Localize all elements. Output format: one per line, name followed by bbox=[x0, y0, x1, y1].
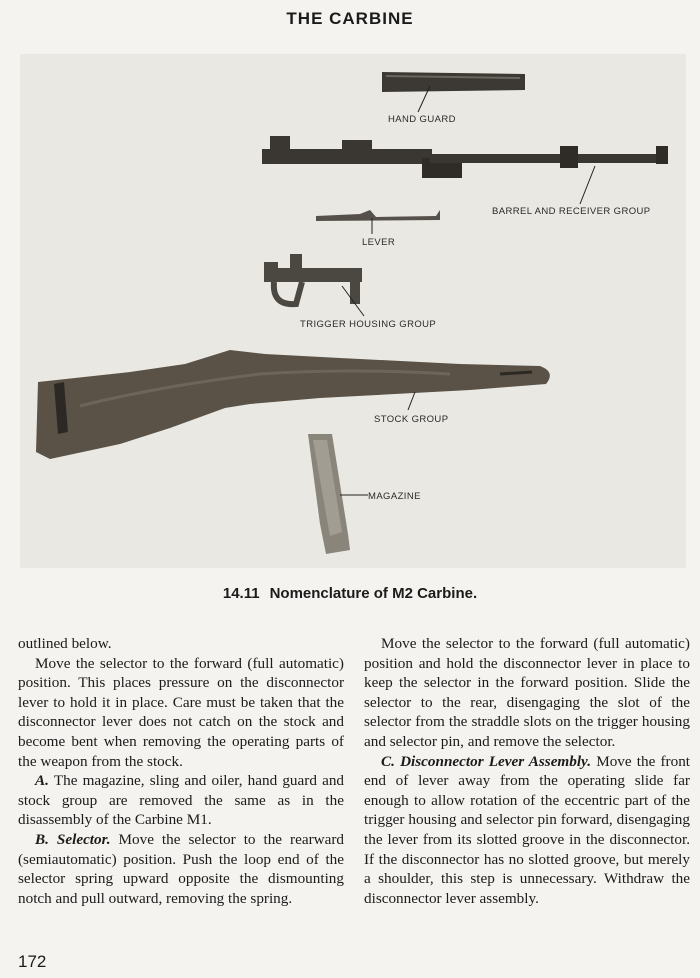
figure-carbine-parts bbox=[20, 54, 686, 568]
stock-label: STOCK GROUP bbox=[374, 414, 449, 425]
section-heading: B. Selector. bbox=[35, 830, 111, 848]
barrel-leader bbox=[580, 166, 595, 204]
hand-guard-label: HAND GUARD bbox=[388, 114, 456, 125]
paragraph bbox=[18, 830, 344, 908]
paragraph: Move the selector to the forward (full automatic) position and hold the disconnector lever in place to keep the selector in the forward position. Slide the selector to the rear, disengaging the slot of the selector from the straddle slots on the trigger housing and selector pin, and remove the selector. bbox=[364, 635, 690, 750]
figure-caption bbox=[0, 585, 700, 602]
text-column-left bbox=[18, 634, 344, 908]
paragraph: Move the selector to the forward (full automatic) position. This places pressure on the disconnector lever to hold it in place. Care must be taken that the disconnector lever does not catch on the stock and become bent when removing the operating parts of the weapon from the stock. bbox=[18, 654, 344, 770]
paragraph-body: The magazine, sling and oiler, hand guard and stock group are removed the same as in the disassembly of the Carbine M1. bbox=[18, 772, 345, 829]
trigger-housing-part bbox=[264, 254, 362, 304]
trigger-label: TRIGGER HOUSING GROUP bbox=[300, 319, 437, 330]
stock-leader bbox=[408, 392, 415, 410]
hand-guard-part bbox=[382, 72, 525, 92]
barrel-receiver-part bbox=[262, 136, 668, 178]
paragraph: outlined below. bbox=[18, 635, 112, 652]
caption-number: 14.11 bbox=[222, 585, 260, 602]
lever-label: LEVER bbox=[362, 237, 396, 248]
stock-part bbox=[36, 350, 550, 459]
lever-part bbox=[316, 210, 440, 221]
section-heading: C. Disconnector Lever Assembly. bbox=[381, 752, 592, 770]
section-heading: A. bbox=[35, 772, 49, 790]
paragraph-body: Move the selector to the rearward (semiautomatic) position. Push the loop end of the selector spring upward opposite the dismounting notch and pull outward, removing the spring. bbox=[18, 830, 345, 907]
magazine-label: MAGAZINE bbox=[368, 491, 421, 502]
running-head: THE CARBINE bbox=[286, 9, 414, 28]
paragraph bbox=[364, 752, 690, 909]
figure-illustration bbox=[20, 54, 686, 568]
page-number: 172 bbox=[18, 952, 47, 971]
magazine-part bbox=[308, 434, 350, 554]
caption-text: Nomenclature of M2 Carbine. bbox=[269, 585, 478, 602]
paragraph bbox=[18, 771, 344, 830]
text-column-right bbox=[364, 634, 690, 908]
barrel-label: BARREL AND RECEIVER GROUP bbox=[492, 206, 651, 217]
paragraph-body: Move the front end of lever away from the operating slide far enough to allow rotation of the eccentric part of the trigger housing and selector pin forward, disengaging the lever from its slotted groove in the disconnector. If the disconnector has no slotted groove, but merely a shoulder, this step is unnecessary. Withdraw the disconnector lever assembly. bbox=[364, 752, 691, 907]
